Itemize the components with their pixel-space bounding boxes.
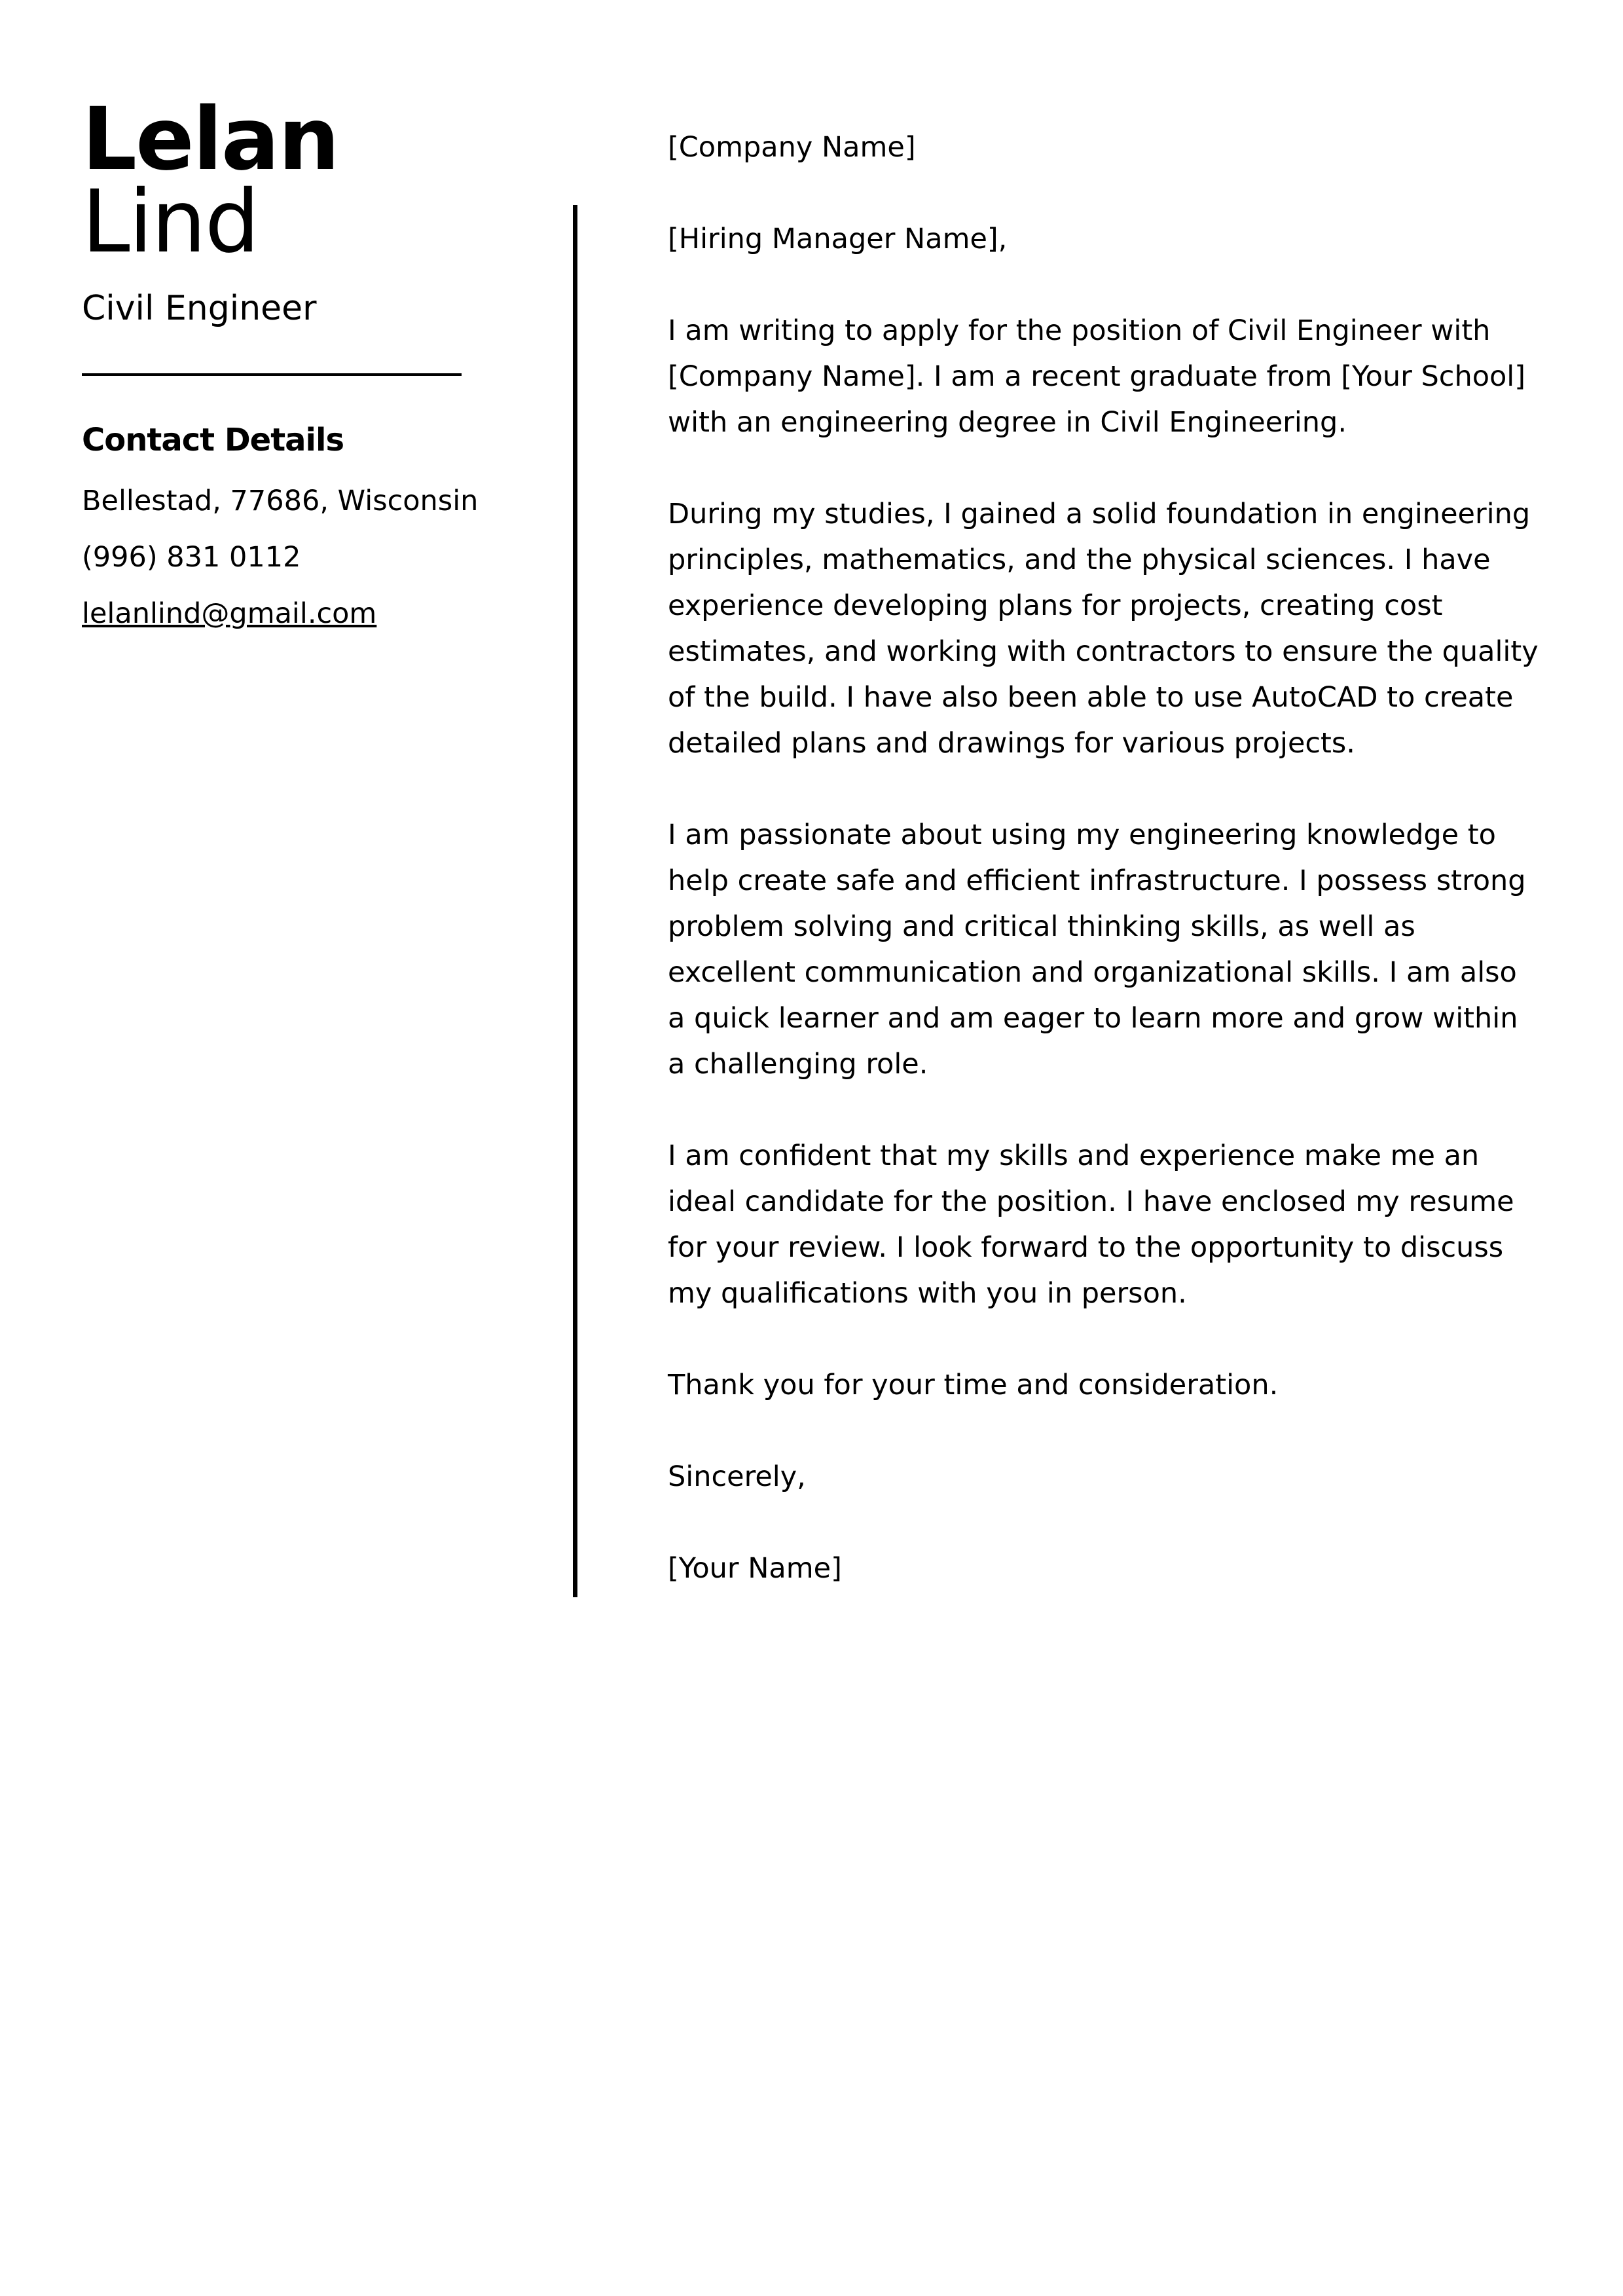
candidate-name: [82, 89, 475, 272]
contact-phone: (996) 831 0112: [82, 541, 301, 574]
title-divider: [82, 373, 462, 376]
sidebar: [82, 89, 479, 630]
letter-paragraph: During my studies, I gained a solid foundation in engineering principles, mathematics, and the physical sciences. I have experience developing plans for projects, creating cost estimates, and working with contractors to ensure the quality of the build. I have also been able to use AutoCAD to create detailed plans and drawings for various projects.: [668, 498, 1539, 760]
contact-address: Bellestad, 77686, Wisconsin: [82, 485, 479, 517]
company-name-line: [Company Name]: [668, 131, 916, 164]
signature: [Your Name]: [668, 1552, 842, 1585]
salutation: [Hiring Manager Name],: [668, 223, 1008, 255]
contact-details-heading: Contact Details: [82, 422, 344, 458]
letter-paragraph: I am passionate about using my engineering knowledge to help create safe and efficient infrastructure. I possess strong problem solving and critical thinking skills, as well as excellent communication and organizational skills. I am also a quick learner and am eager to learn more and grow within a challenging role.: [668, 819, 1526, 1081]
first-name: Lelan: [82, 89, 338, 190]
vertical-divider: [573, 205, 577, 1597]
letter-paragraph: I am writing to apply for the position of Civil Engineer with [Company Name]. I am a recent graduate from [Your School] with an engineering degree in Civil Engineering.: [668, 314, 1526, 439]
cover-letter-body: [668, 124, 1539, 1637]
job-title: Civil Engineer: [82, 289, 317, 328]
contact-email-link[interactable]: lelanlind@gmail.com: [82, 597, 377, 630]
closing: Sincerely,: [668, 1460, 806, 1493]
letter-paragraph: Thank you for your time and consideration.: [668, 1369, 1279, 1401]
last-name: Lind: [82, 172, 259, 272]
letter-paragraph: I am confident that my skills and experience make me an ideal candidate for the position. I have enclosed my resume for your review. I look forward to the opportunity to discuss my qualifications with you in person.: [668, 1139, 1514, 1310]
